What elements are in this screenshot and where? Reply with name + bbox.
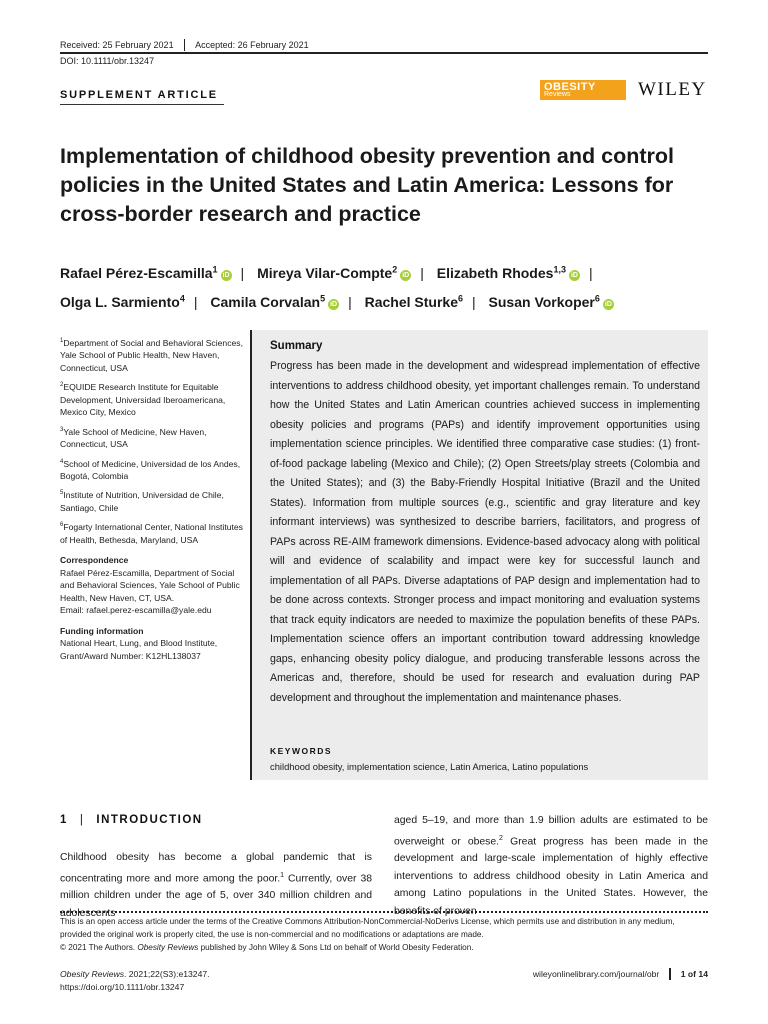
summary-heading: Summary (270, 340, 323, 352)
copyright-text: published by John Wiley & Sons Ltd on behalf of World Obesity Federation. (198, 942, 474, 952)
funding-heading: Funding information (60, 625, 144, 636)
logo-journal-name: OBESITY (544, 81, 596, 93)
header-separator (184, 39, 186, 51)
accepted-date: Accepted: 26 February 2021 (195, 40, 309, 50)
header-doi: DOI: 10.1111/obr.13247 (60, 56, 155, 66)
affiliation-number: 6 (60, 522, 64, 529)
affiliation-number: 3 (60, 426, 64, 433)
author[interactable] (210, 294, 339, 310)
author-name: Camila Corvalan (210, 294, 321, 311)
affiliation-text: Institute of Nutrition, Universidad de Chile, Santiago, Chile (60, 490, 224, 513)
copyright-line (60, 942, 708, 955)
author-name: Rachel Sturke (364, 294, 458, 311)
body-text: Currently, over 38 million children under the age of 5, over 340 million children and adolescents (60, 872, 372, 919)
body-text: Childhood obesity has become a global pandemic that is concentrating more and more among the poor. (60, 852, 372, 884)
author[interactable] (60, 265, 232, 281)
license-text: This is an open access article under the terms of the Creative Commons Attribution-NonCommercial-NoDerivs License, which permits use and distribution in any medium, provided the original work is properly cited, the use is non-commercial and no modifications or adaptations are made. (60, 917, 675, 939)
wiley-logo: WILEY (638, 79, 707, 100)
copyright-text: © 2021 The Authors. (60, 942, 138, 952)
author-name: Elizabeth Rhodes (436, 264, 554, 281)
license-divider (60, 911, 708, 913)
keywords-heading: KEYWORDS (270, 746, 333, 756)
author-affiliation-ref: 5 (320, 293, 326, 304)
author-affiliation-ref: 6 (458, 293, 464, 304)
author-name: Rafael Pérez-Escamilla (60, 264, 213, 281)
author-list (60, 256, 720, 315)
correspondence-email[interactable]: Email: rafael.perez-escamilla@yale.edu (60, 605, 212, 616)
author-separator: | (472, 294, 476, 311)
author[interactable] (489, 294, 614, 310)
article-title: Implementation of childhood obesity prevention and control policies in the United States and Latin America: Lessons for cross-border research and practice (60, 144, 674, 226)
summary-rule (250, 330, 252, 780)
section-number: 1 (60, 814, 68, 826)
obesity-reviews-logo (540, 80, 626, 100)
affiliation-text: Yale School of Medicine, New Haven, Connecticut, USA (60, 426, 207, 450)
orcid-icon[interactable]: iD (222, 271, 230, 279)
author-affiliation-ref: 1,3 (553, 264, 566, 274)
citation-ref[interactable]: 1 (280, 871, 285, 879)
affiliation-number: 2 (60, 382, 64, 389)
affiliation (60, 335, 244, 374)
affiliation (60, 424, 244, 451)
citation-ref[interactable]: 2 (499, 834, 503, 842)
keywords-text: childhood obesity, implementation science, Latin America, Latino populations (270, 761, 589, 772)
orcid-icon[interactable]: iD (402, 271, 410, 279)
author[interactable] (437, 265, 580, 281)
license-note (60, 916, 708, 954)
author-separator: | (240, 264, 245, 281)
correspondence-heading: Correspondence (60, 555, 129, 566)
author-affiliation-ref: 6 (594, 293, 600, 304)
section-separator: | (79, 814, 85, 826)
affiliation (60, 487, 244, 514)
affiliations-column (60, 335, 244, 662)
footer-doi-link[interactable]: https://doi.org/10.1111/obr.13247 (60, 981, 185, 992)
correspondence-text: Rafael Pérez-Escamilla, Department of Social and Behavioral Sciences, Yale School of Public Health, New Haven, CT, USA. (60, 567, 240, 603)
author-affiliation-ref: 4 (179, 293, 185, 304)
author-name: Olga L. Sarmiento (60, 294, 180, 311)
author-separator: | (588, 264, 593, 281)
affiliation-number: 1 (60, 338, 64, 344)
affiliation-text: EQUIDE Research Institute for Equitable Development, Universidad Iberoamericana, Mexico City, Mexico (60, 382, 226, 418)
orcid-icon[interactable]: iD (604, 301, 612, 309)
author[interactable] (257, 265, 411, 281)
affiliation-number: 5 (60, 490, 64, 497)
orcid-icon[interactable]: iD (330, 301, 338, 309)
funding-text: National Heart, Lung, and Blood Institute, Grant/Award Number: K12HL138037 (60, 638, 218, 661)
affiliation (60, 456, 244, 483)
footer-site-link[interactable]: wileyonlinelibrary.com/journal/obr (532, 969, 660, 979)
section-title: INTRODUCTION (96, 814, 203, 826)
article-type-rule (60, 104, 224, 105)
section-heading (60, 814, 203, 826)
affiliation-text: Department of Social and Behavioral Sciences, Yale School of Public Health, New Haven, Connecticut, USA (60, 337, 243, 373)
affiliation-number: 4 (60, 458, 64, 465)
copyright-journal: Obesity Reviews (137, 942, 199, 952)
author-affiliation-ref: 2 (392, 264, 398, 274)
author-name: Mireya Vilar-Compte (257, 264, 393, 281)
footer-journal-name: Obesity Reviews (60, 969, 124, 979)
affiliation-text: Fogarty International Center, National Institutes of Health, Bethesda, Maryland, USA (60, 522, 243, 545)
body-text-right (394, 812, 708, 920)
orcid-icon[interactable]: iD (570, 271, 578, 279)
body-text: Great progress has been made in the development and large-scale implementation of highly effective interventions to address childhood obesity in Latin America and among Latino populations in the United States. However, the benefits of proven (394, 835, 708, 917)
summary-text: Progress has been made in the development and widespread implementation of effective interventions to address childhood obesity, yet important challenges remain. To understand how the United States and Latin American countries achieved success in implementing obesity policies and programs (PAPs) and identify improvement opportunities using implementation science principles. We identified three comparative case studies: (1) front-of-food package labeling (Mexico and Chile); (2) Open Streets/play streets (Colombia and the United States); and (3) the Baby-Friendly Hospital Initiative (Brazil and the United States). Information from multiple sources (e.g., scientific and gray literature and key informant interviews) was synthesized to describe barriers, facilitators, and progress of PAPs across RE-AIM framework dimensions. Evidence-based advocacy along with political will and evidence of scalability and impact were key for successful launch and implementation of all PAPs. Diverse adaptations of PAP design and implementation had to be done across contexts. Stronger process and impact monitoring and evaluation systems that track equity indicators are needed to maximize the population benefits of these PAPs. Implementation science offers an important contribution toward addressing knowledge gaps, enhancing obesity policy dialogue, and producing transferable lessons across the Americas and, therefore, should be used for research and evaluation during PAP development and throughout the implementation and maintenance phases. (270, 360, 700, 704)
author-affiliation-ref: 1 (212, 264, 218, 274)
logo-journal-subname: Reviews (544, 91, 571, 98)
author-separator: | (420, 264, 424, 281)
author-separator: | (348, 294, 352, 311)
author-name: Susan Vorkoper (488, 294, 595, 311)
footer-citation (60, 968, 210, 993)
article-type: SUPPLEMENT ARTICLE (60, 89, 218, 101)
footer-volume: . 2021;22(S3):e13247. (124, 969, 210, 979)
author[interactable] (365, 294, 463, 310)
page-number: 1 of 14 (680, 969, 708, 979)
footer-right (533, 968, 708, 980)
affiliation (60, 379, 244, 418)
author[interactable] (60, 294, 185, 310)
author-separator: | (193, 294, 198, 311)
affiliation-text: School of Medicine, Universidad de los Andes, Bogotá, Colombia (60, 458, 241, 481)
article-dates (60, 39, 309, 51)
received-date: Received: 25 February 2021 (60, 40, 174, 50)
footer-separator (669, 968, 671, 980)
footer-citation-line (60, 968, 210, 981)
affiliation (60, 519, 244, 546)
body-text: aged 5–19, and more than 1.9 billion adults are estimated to be overweight or obese. (394, 815, 708, 847)
header-rule (60, 52, 708, 54)
